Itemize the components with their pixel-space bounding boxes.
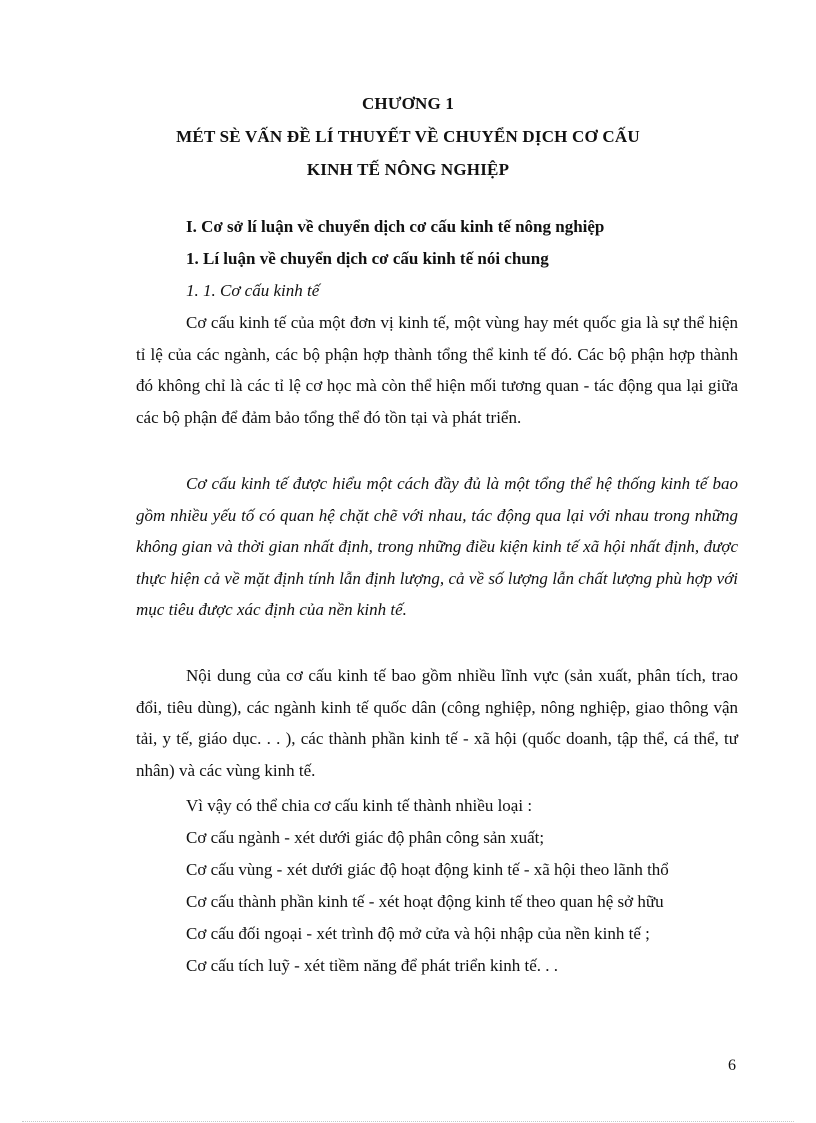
chapter-title-line-1: MÉT SÈ VẤN ĐỀ LÍ THUYẾT VỀ CHUYỂN DỊCH CƠ CẤU <box>176 127 640 146</box>
chapter-label: CHƯƠNG 1 <box>361 94 455 113</box>
paragraph-3: Nội dung của cơ cấu kinh tế bao gồm nhiều lĩnh vực (sản xuất, phân tích, trao đổi, tiêu dùng), các ngành kinh tế quốc dân (công nghiệp, nông nghiệp, giao thông vận tải, y tế, giáo dục. . . ), các thành phần kinh tế - xã hội (quốc doanh, tập thể, cá thể, tư nhân) và các vùng kinh tế. <box>136 666 738 780</box>
list-item: Cơ cấu đối ngoại - xét trình độ mở cửa và hội nhập của nền kinh tế ; <box>186 924 650 943</box>
chapter-title-line-2: KINH TẾ NÔNG NGHIỆP <box>306 160 510 179</box>
paragraph-1: Cơ cấu kinh tế của một đơn vị kinh tế, một vùng hay mét quốc gia là sự thể hiện tỉ lệ của các ngành, các bộ phận hợp thành tổng thể kinh tế đó. Các bộ phận hợp thành đó không chỉ là các tỉ lệ cơ học mà còn thể hiện mối tương quan - tác động qua lại giữa các bộ phận để đảm bảo tổng thể đó tồn tại và phát triển. <box>136 313 738 427</box>
list-item: Cơ cấu thành phần kinh tế - xét hoạt động kinh tế theo quan hệ sở hữu <box>186 892 664 911</box>
list-item: Cơ cấu tích luỹ - xét tiềm năng để phát triển kinh tế. . . <box>186 956 559 975</box>
section-heading: I. Cơ sở lí luận về chuyển dịch cơ cấu kinh tế nông nghiệp <box>186 217 605 236</box>
page-number: 6 <box>728 1057 736 1074</box>
subsection-heading: 1. Lí luận về chuyển dịch cơ cấu kinh tế nói chung <box>186 249 549 268</box>
list-item: Cơ cấu vùng - xét dưới giác độ hoạt động kinh tế - xã hội theo lãnh thổ <box>186 860 669 879</box>
sub-subsection-heading: 1. 1. Cơ cấu kinh tế <box>186 281 320 300</box>
list-intro: Vì vậy có thể chia cơ cấu kinh tế thành nhiều loại : <box>186 796 533 815</box>
list-item: Cơ cấu ngành - xét dưới giác độ phân công sản xuất; <box>186 828 545 847</box>
paragraph-2-italic: Cơ cấu kinh tế được hiểu một cách đầy đủ là một tổng thể hệ thống kinh tế bao gồm nhiều yếu tố có quan hệ chặt chẽ với nhau, tác động qua lại với nhau trong những không gian và thời gian nhất định, trong những điều kiện kinh tế xã hội nhất định, được thực hiện cả về mặt định tính lẫn định lượng, cả về số lượng lẫn chất lượng phù hợp với mục tiêu được xác định của nền kinh tế. <box>136 474 738 620</box>
page-bottom-divider <box>22 1121 794 1122</box>
